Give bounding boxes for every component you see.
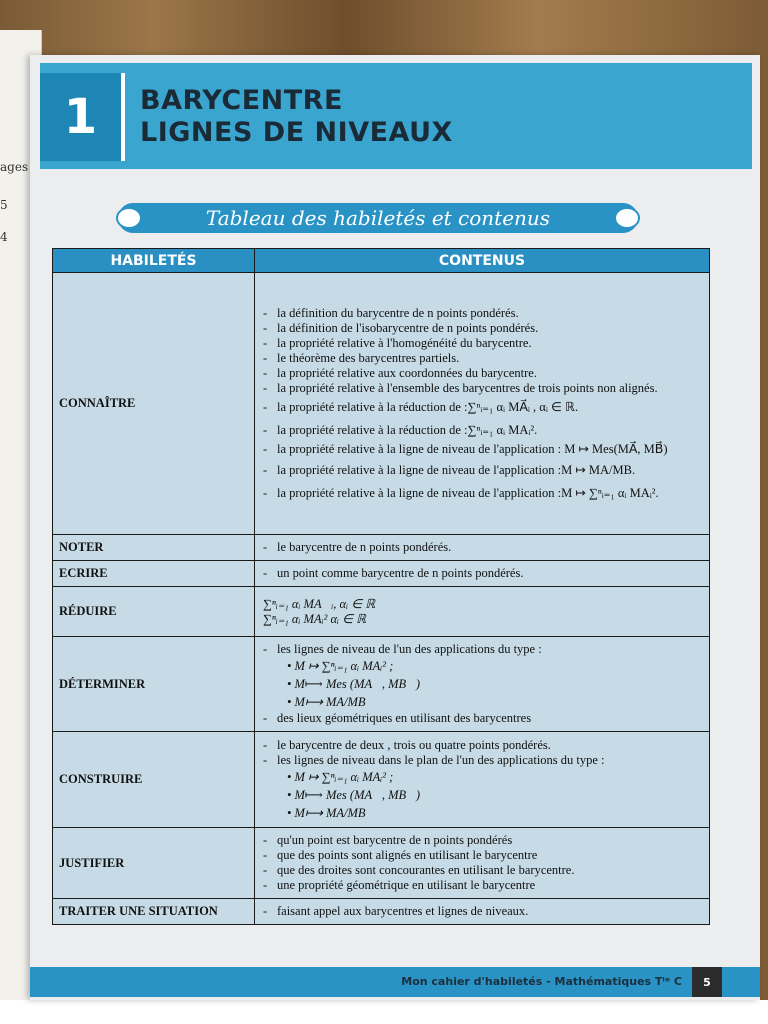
formula-line: ∑ⁿᵢ₌₁ αᵢ MA⃗ᵢ, αᵢ ∈ ℝ (263, 596, 376, 611)
bullet-item: • M⟼ Mes (MA⃗, MB⃗) (287, 677, 421, 691)
facing-page-fragment: 4 (0, 230, 8, 244)
skill-label: CONNAÎTRE (53, 273, 255, 535)
section-title: Tableau des habiletés et contenus (205, 206, 551, 230)
table-row (53, 273, 710, 535)
list-item: - la définition du barycentre de n points pondérés. (263, 306, 519, 320)
list-item: - la définition de l'isobarycentre de n points pondérés. (263, 321, 539, 335)
table-row (53, 587, 710, 637)
bullet-item: • M ↦ ∑ⁿᵢ₌₁ αᵢ MAᵢ² ; (287, 769, 394, 784)
skill-label: CONSTRUIRE (53, 732, 255, 828)
list-item: - la propriété relative aux coordonnées du barycentre. (263, 366, 537, 380)
list-item: - les lignes de niveau de l'un des applications du type : (263, 642, 542, 656)
skill-label: RÉDUIRE (53, 587, 255, 637)
content-cell (255, 535, 710, 561)
skill-label: ECRIRE (53, 561, 255, 587)
table-header-row (53, 249, 710, 273)
list-item: - la propriété relative à la réduction de :∑ⁿᵢ₌₁ αᵢ MAᵢ². (263, 423, 538, 437)
list-item: - la propriété relative à la ligne de niveau de l'application :M ↦ ∑ⁿᵢ₌₁ αᵢ MAᵢ². (263, 486, 659, 500)
content-cell (255, 732, 710, 828)
list-item: - le barycentre de deux , trois ou quatre points pondérés. (263, 737, 551, 752)
list-item: - le théorème des barycentres partiels. (263, 351, 460, 365)
footer-text: Mon cahier d'habiletés - Mathématiques Tˡᵉ C (401, 975, 682, 988)
chapter-title-line: LIGNES DE NIVEAUX (140, 117, 453, 148)
section-banner (118, 203, 638, 233)
content-cell (255, 637, 710, 732)
bullet-item: • M⟼ MA/MB (287, 805, 366, 820)
list-item: - le barycentre de n points pondérés. (263, 540, 452, 554)
chapter-number-box (40, 73, 125, 161)
facing-page-fragment: ages (0, 160, 29, 174)
list-item: - que des droites sont concourantes en utilisant le barycentre. (263, 863, 575, 877)
chapter-title-line: BARYCENTRE (140, 85, 343, 116)
table-row (53, 899, 710, 925)
list-item: - la propriété relative à la ligne de niveau de l'application : M ↦ Mes(MA⃗, MB⃗) (263, 442, 668, 456)
banner-dot-icon (116, 207, 142, 229)
list-item: - faisant appel aux barycentres et lignes de niveaux. (263, 904, 529, 918)
bullet-item: • M ↦ ∑ⁿᵢ₌₁ αᵢ MAᵢ² ; (287, 659, 394, 673)
column-header: HABILETÉS (53, 249, 255, 273)
list-item: - les lignes de niveau dans le plan de l'un des applications du type : (263, 752, 605, 767)
page-footer (30, 967, 760, 997)
list-item: - que des points sont alignés en utilisant le barycentre (263, 848, 538, 862)
bullet-item: • M⟼ MA/MB (287, 695, 366, 709)
table-row (53, 828, 710, 899)
list-item: - la propriété relative à la ligne de niveau de l'application :M ↦ MA/MB. (263, 463, 636, 477)
skill-label: DÉTERMINER (53, 637, 255, 732)
content-cell (255, 828, 710, 899)
chapter-number: 1 (63, 89, 98, 145)
column-header: CONTENUS (255, 249, 710, 273)
content-cell (255, 273, 710, 535)
skill-label: JUSTIFIER (53, 828, 255, 899)
content-cell (255, 587, 710, 637)
chapter-title (140, 85, 453, 149)
bullet-item: • M⟼ Mes (MA⃗, MB⃗) (287, 787, 421, 802)
list-item: - la propriété relative à l'ensemble des barycentres de trois points non alignés. (263, 381, 658, 395)
list-item: - la propriété relative à l'homogénéité du barycentre. (263, 336, 532, 350)
content-cell (255, 899, 710, 925)
table-row (53, 535, 710, 561)
list-item: - qu'un point est barycentre de n points pondérés (263, 833, 513, 847)
skill-label: TRAITER UNE SITUATION (53, 899, 255, 925)
list-item: - une propriété géométrique en utilisant le barycentre (263, 878, 536, 892)
list-item: - des lieux géométriques en utilisant des barycentres (263, 711, 532, 725)
table-row (53, 637, 710, 732)
content-cell (255, 561, 710, 587)
page-number: 5 (692, 967, 722, 997)
table-row (53, 561, 710, 587)
document-page (30, 55, 760, 1000)
bullet-list (263, 657, 703, 711)
bullet-list (263, 768, 703, 822)
list-item: - un point comme barycentre de n points pondérés. (263, 566, 524, 580)
skill-label: NOTER (53, 535, 255, 561)
skills-table (52, 248, 710, 925)
banner-dot-icon (614, 207, 640, 229)
list-item: - la propriété relative à la réduction de :∑ⁿᵢ₌₁ αᵢ MA⃗ᵢ , αᵢ ∈ ℝ. (263, 400, 579, 414)
formula-line: ∑ⁿᵢ₌₁ αᵢ MAᵢ² αᵢ ∈ ℝ (263, 611, 367, 626)
table-row (53, 732, 710, 828)
facing-page-fragment: 5 (0, 198, 8, 212)
